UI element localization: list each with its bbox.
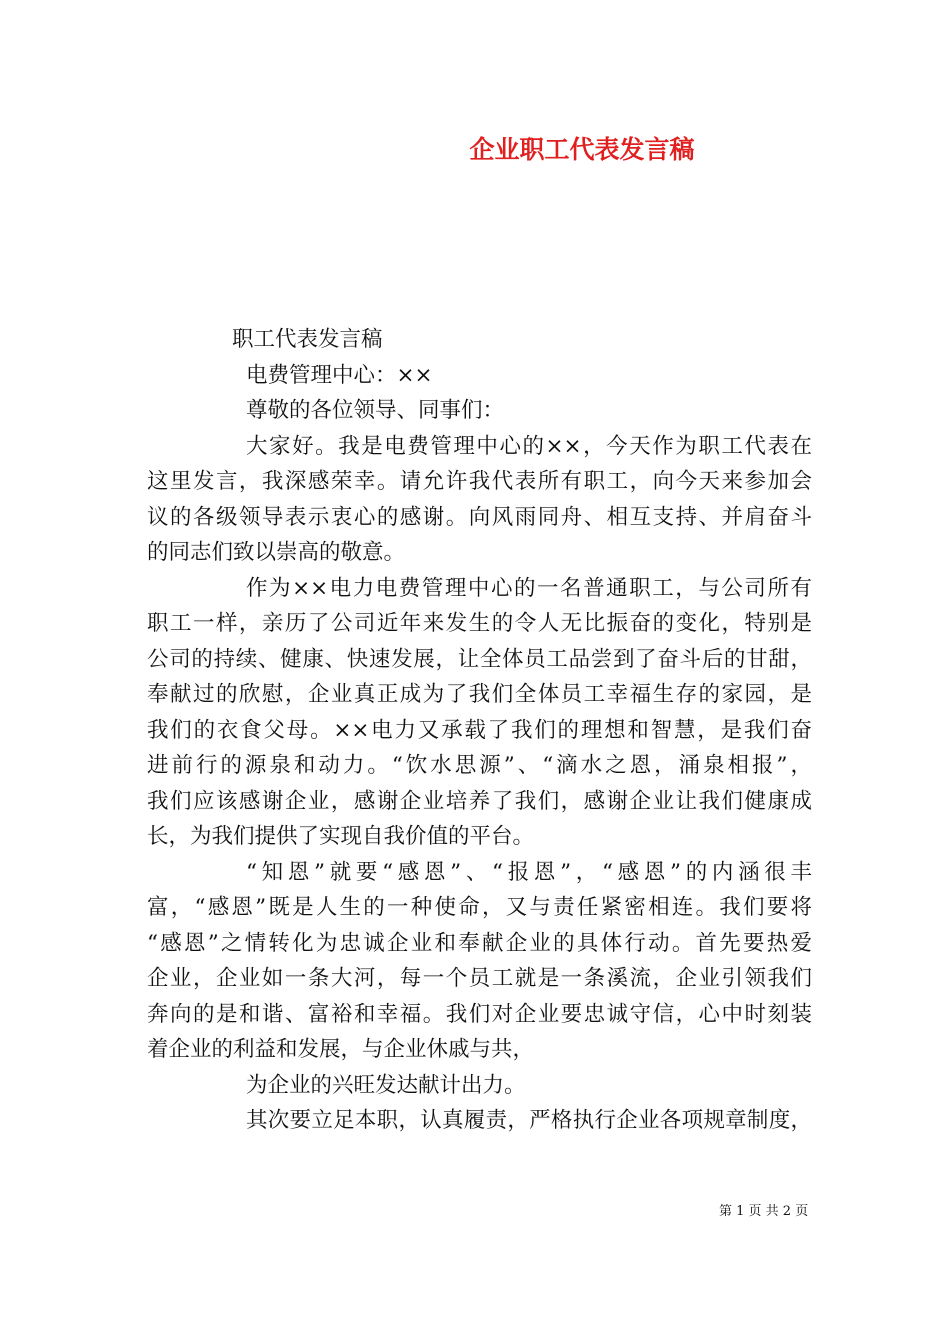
body-line: 作为××电力电费管理中心的一名普通职工，与公司所有 <box>246 575 812 601</box>
body-line: 我们应该感谢企业，感谢企业培养了我们，感谢企业让我们健康成 <box>147 788 812 814</box>
body-line: 这里发言，我深感荣幸。请允许我代表所有职工，向今天来参加会 <box>147 469 812 494</box>
body-line: 我们的衣食父母。××电力又承载了我们的理想和智慧，是我们奋 <box>147 717 812 743</box>
department-line: 电费管理中心：×× <box>246 362 433 388</box>
page-indicator: 第 1 页 共 2 页 <box>719 1204 809 1219</box>
body-line: 奔向的是和谐、富裕和幸福。我们对企业要忠诚守信，心中时刻装 <box>147 1001 812 1027</box>
body-line: 公司的持续、健康、快速发展，让全体员工品尝到了奋斗后的甘甜， <box>147 646 812 672</box>
body-line: 企业，企业如一条大河，每一个员工就是一条溪流，企业引领我们 <box>147 966 812 991</box>
subtitle-line: 职工代表发言稿 <box>232 327 383 352</box>
body-line: 着企业的利益和发展，与企业休戚与共， <box>147 1037 535 1062</box>
body-line: 富，“感恩”既是人生的一种使命，又与责任紧密相连。我们要将 <box>147 895 812 920</box>
document-title: 企业职工代表发言稿 <box>469 135 695 164</box>
body-line: 议的各级领导表示衷心的感谢。向风雨同舟、相互支持、并肩奋斗 <box>147 504 812 530</box>
document-body <box>147 322 812 1139</box>
body-line: 长，为我们提供了实现自我价值的平台。 <box>147 824 535 849</box>
body-line: 的同志们致以崇高的敬意。 <box>147 540 406 565</box>
body-line: 职工一样，亲历了公司近年来发生的令人无比振奋的变化，特别是 <box>147 611 812 636</box>
body-line: 其次要立足本职，认真履责，严格执行企业各项规章制度， <box>246 1108 812 1133</box>
body-line: “感恩”之情转化为忠诚企业和奉献企业的具体行动。首先要热爱 <box>147 930 812 956</box>
body-line: 奉献过的欣慰，企业真正成为了我们全体员工幸福生存的家园，是 <box>147 682 812 707</box>
body-line: 大家好。我是电费管理中心的××，今天作为职工代表在 <box>246 433 812 459</box>
body-line: 进前行的源泉和动力。“饮水思源”、“滴水之恩，涌泉相报”， <box>147 753 812 778</box>
body-line: “知恩”就要“感恩”、“报恩”，“感恩”的内涵很丰 <box>246 859 812 885</box>
salutation-line: 尊敬的各位领导、同事们： <box>246 398 505 423</box>
body-line: 为企业的兴旺发达献计出力。 <box>246 1072 526 1098</box>
